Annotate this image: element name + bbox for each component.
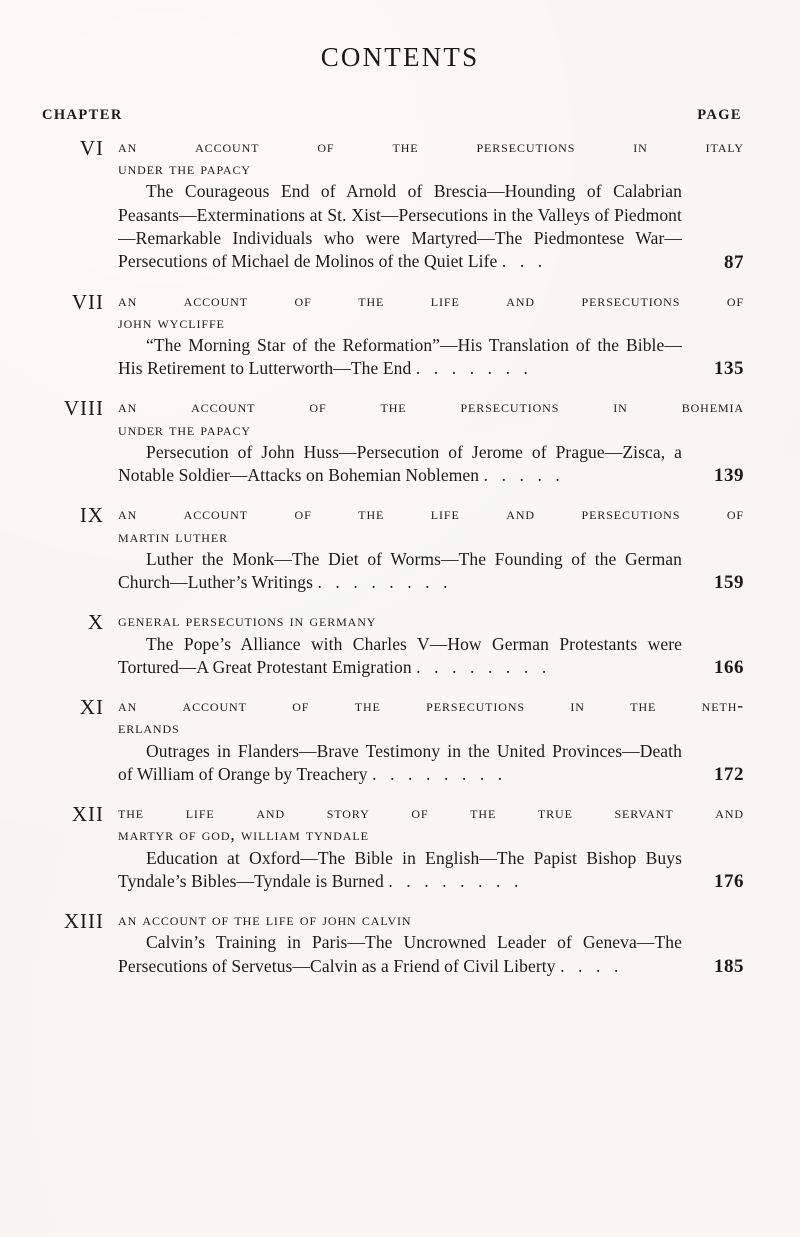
page-number: 159 <box>714 572 744 594</box>
chapter-title-line1: general persecutions in germany <box>118 610 377 631</box>
chapter-numeral: IX <box>79 503 104 528</box>
chapter-numeral: X <box>87 610 104 635</box>
chapter-title-line1: an account of the persecutions in the neth- <box>118 695 744 716</box>
dot-leaders: . . . . . <box>483 465 565 486</box>
dot-leaders: . . . . . . . . <box>372 763 507 784</box>
chapter-title-line2: john wycliffe <box>118 311 225 332</box>
page-column-header: PAGE <box>697 107 742 123</box>
chapter-summary: Persecution of John Huss—Persecution of Jerome of Prague—Zisca, a Notable Soldier—Attacks on Bohemian Noblemen . . . . . <box>118 441 682 486</box>
chapter-title-line2: erlands <box>118 717 180 738</box>
chapter-summary: Outrages in Flanders—Brave Testimony in the United Provinces—Death of William of Orange by Treachery . . . . . . . . <box>118 740 682 784</box>
dot-leaders: . . . . . . . . <box>317 572 453 593</box>
chapter-title-line2: martin luther <box>118 525 229 546</box>
chapter-numeral: VII <box>71 289 104 314</box>
dot-leaders: . . . <box>501 251 547 272</box>
chapter-title-line1: an account of the persecutions in bohemia <box>118 396 744 417</box>
toc-entry[interactable] <box>40 289 744 381</box>
page-number: 172 <box>714 764 744 786</box>
chapter-summary: Luther the Monk—The Diet of Worms—The Founding of the German Church—Luther’s Writings . . . . . . . . <box>118 548 682 593</box>
chapter-title-line1: an account of the life of john calvin <box>118 909 412 930</box>
dot-leaders: . . . . . . . . <box>416 656 551 677</box>
chapter-numeral: XI <box>79 695 104 720</box>
chapter-title-line1: an account of the persecutions in italy <box>118 136 744 156</box>
toc-entry[interactable] <box>40 801 744 893</box>
chapter-summary: The Courageous End of Arnold of Brescia—Hounding of Calabrian Peasants—Exterminations at St. Xist—Persecutions in the Valleys of Piedmont—Remarkable Individuals who were Martyred—The Piedmontese War—Persecutions of Michael de Molinos of the Quiet Life . . . <box>118 181 682 272</box>
chapter-title-line2: under the papacy <box>118 418 251 439</box>
chapter-summary: “The Morning Star of the Reformation”—His Translation of the Bible—His Retirement to Lutterworth—The End . . . . . . . <box>118 334 682 379</box>
chapter-numeral: XII <box>71 802 104 827</box>
page-number: 185 <box>714 955 744 977</box>
toc-entry[interactable] <box>40 694 744 786</box>
chapter-title-line1: an account of the life and persecutions of <box>118 503 744 524</box>
page-number: 176 <box>714 871 744 893</box>
dot-leaders: . . . . . . . . <box>388 870 523 891</box>
dot-leaders: . . . . . . . <box>415 358 533 379</box>
chapter-title-line1: an account of the life and persecutions of <box>118 289 744 310</box>
chapter-title-line2: martyr of god, william tyndale <box>118 824 369 845</box>
page-number: 166 <box>714 657 744 679</box>
chapter-column-header: CHAPTER <box>42 107 123 123</box>
page-title: CONTENTS <box>320 42 480 72</box>
page-number: 87 <box>724 251 744 273</box>
chapter-title-line2: under the papacy <box>118 158 251 179</box>
column-headers <box>0 107 800 125</box>
toc-entry[interactable] <box>40 502 744 594</box>
chapter-numeral: XIII <box>63 909 104 934</box>
page-number: 139 <box>714 465 744 487</box>
chapter-title-line1: the life and story of the true servant and <box>118 802 744 823</box>
chapter-summary: Calvin’s Training in Paris—The Uncrowned Leader of Geneva—The Persecutions of Servetus—Calvin as a Friend of Civil Liberty . . . . <box>118 932 682 976</box>
chapter-numeral: VIII <box>63 396 104 421</box>
table-of-contents <box>0 135 800 978</box>
chapter-numeral: VI <box>79 136 104 160</box>
toc-entry[interactable] <box>40 395 744 487</box>
toc-entry[interactable] <box>40 908 744 978</box>
chapter-summary: The Pope’s Alliance with Charles V—How German Protestants were Tortured—A Great Protestant Emigration . . . . . . . . <box>118 633 682 677</box>
toc-entry[interactable] <box>40 135 744 274</box>
page-number: 135 <box>714 358 744 380</box>
dot-leaders: . . . . <box>560 955 623 976</box>
chapter-summary: Education at Oxford—The Bible in English—The Papist Bishop Buys Tyndale’s Bibles—Tyndale is Burned . . . . . . . . <box>118 847 682 891</box>
toc-entry[interactable] <box>40 609 744 679</box>
